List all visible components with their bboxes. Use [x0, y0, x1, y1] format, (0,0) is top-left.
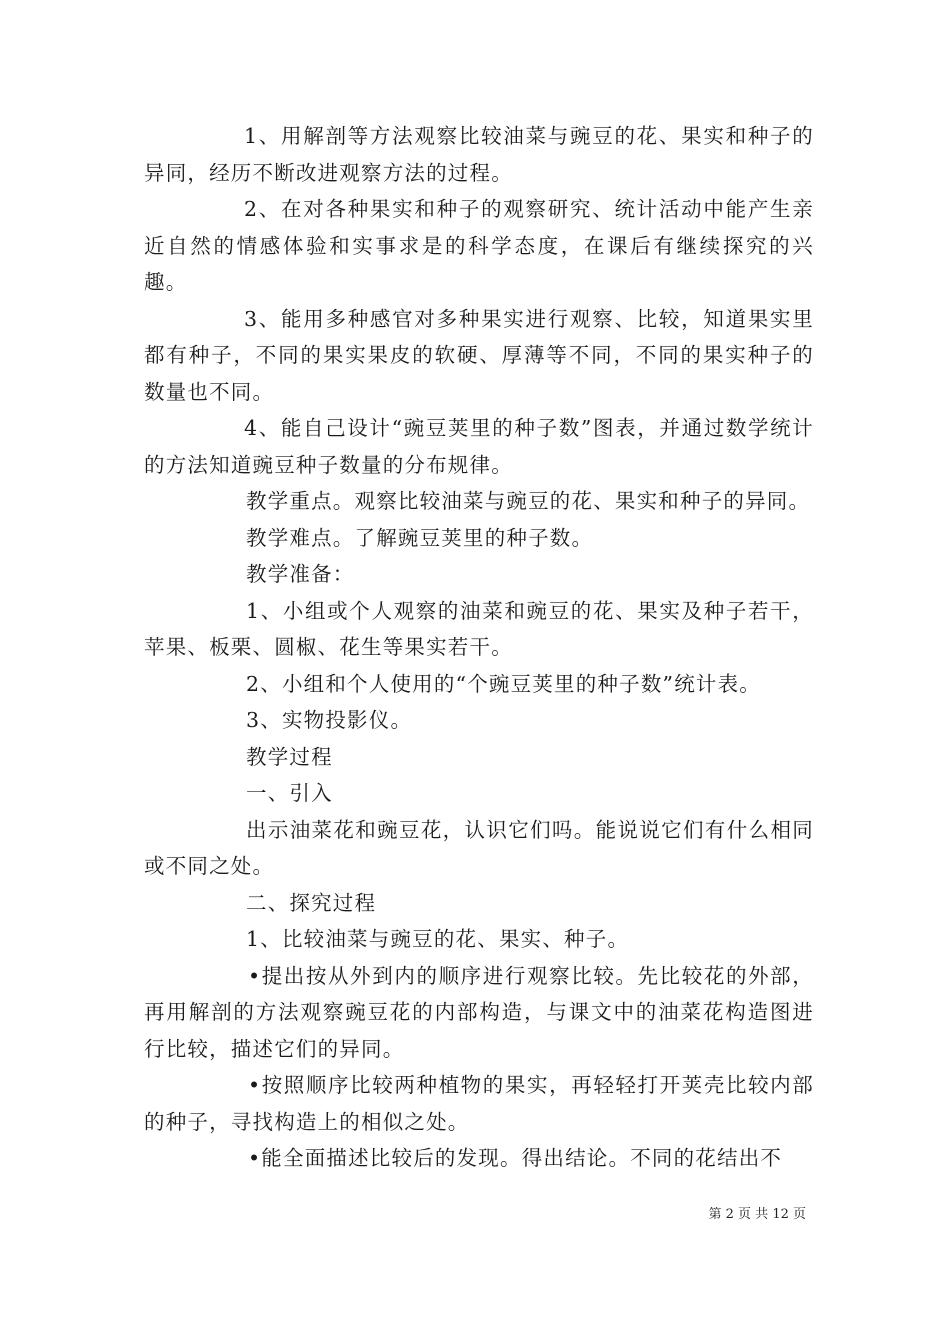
teaching-process-heading: 教学过程 [246, 744, 333, 769]
teaching-difficulty: 教学难点。了解豌豆荚里的种子数。 [246, 525, 594, 550]
teaching-preparation-heading: 教学准备： [246, 562, 355, 586]
bullet-compare-flowers: •提出按从外到内的顺序进行观察比较。先比较花的外部，再用解剖的方法观察豌豆花的内部构造，与课文中的油菜花构造图进行比较，描述它们的异同。 [144, 963, 814, 1061]
section-explore-heading: 二、探究过程 [246, 890, 377, 915]
intro-paragraph: 出示油菜花和豌豆花，认识它们吗。能说说它们有什么相同或不同之处。 [144, 817, 814, 878]
bullet-describe-findings: •能全面描述比较后的发现。得出结论。不同的花结出不 [248, 1146, 783, 1170]
preparation-3: 3、实物投影仪。 [246, 708, 413, 732]
bullet-compare-fruits: •按照顺序比较两种植物的果实，再轻轻打开荚壳比较内部的种子，寻找构造上的相似之处。 [144, 1073, 814, 1134]
document-body [144, 118, 814, 1177]
objective-4: 4、能自己设计“豌豆荚里的种子数”图表，并通过数学统计的方法知道豌豆种子数量的分布规律。 [144, 416, 814, 477]
preparation-1: 1、小组或个人观察的油菜和豌豆的花、果实及种子若干，苹果、板栗、圆椒、花生等果实若干。 [144, 598, 814, 659]
objective-3: 3、能用多种感官对多种果实进行观察、比较，知道果实里都有种子，不同的果实果皮的软硬、厚薄等不同，不同的果实种子的数量也不同。 [144, 306, 814, 404]
page-number-footer: 第 2 页 共 12 页 [708, 1207, 806, 1222]
preparation-2: 2、小组和个人使用的“个豌豆荚里的种子数”统计表。 [246, 671, 762, 696]
objective-2: 2、在对各种果实和种子的观察研究、统计活动中能产生亲近自然的情感体验和实事求是的科学态度，在课后有继续探究的兴趣。 [144, 197, 814, 294]
explore-step-1: 1、比较油菜与豌豆的花、果实、种子。 [246, 927, 630, 951]
teaching-focus: 教学重点。观察比较油菜与豌豆的花、果实和种子的异同。 [246, 489, 811, 513]
section-intro-heading: 一、引入 [246, 781, 333, 805]
objective-1: 1、用解剖等方法观察比较油菜与豌豆的花、果实和种子的异同，经历不断改进观察方法的过程。 [144, 124, 814, 185]
